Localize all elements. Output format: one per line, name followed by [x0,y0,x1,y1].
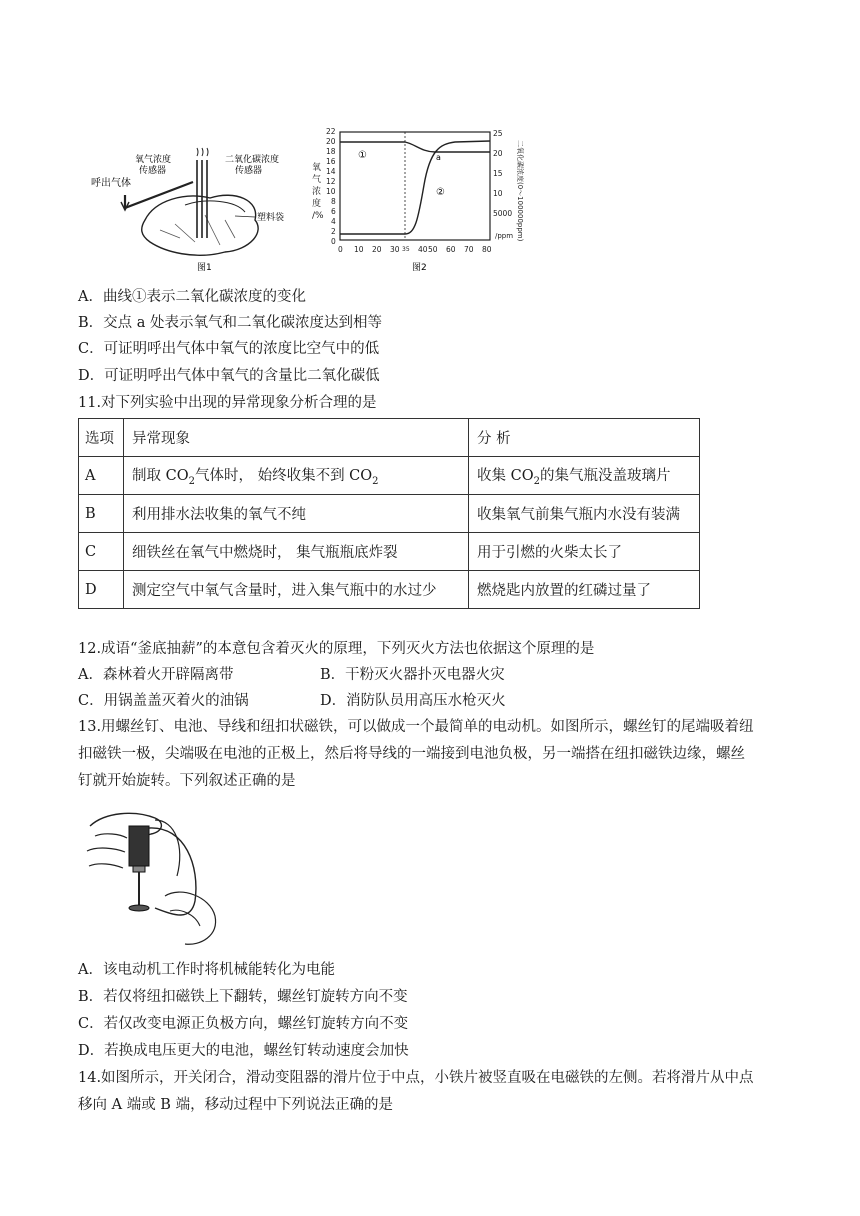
o2-sensor-label-2: 传感器 [139,166,167,176]
svg-text:16: 16 [326,157,336,166]
intersection-label: a [436,153,441,162]
svg-text:2: 2 [331,227,336,236]
row-phenomenon: 细铁丝在氧气中燃烧时， 集气瓶瓶底炸裂 [124,533,469,571]
svg-text:50: 50 [428,245,438,254]
figure-2-caption: 图2 [412,263,427,273]
curve-1-label: ① [358,150,367,161]
q13-option-a: A．该电动机工作时将机械能转化为电能 [78,962,335,978]
bag-label: 塑料袋 [257,213,285,223]
q11-table [78,418,700,609]
table-header-row [79,419,700,457]
figure-2 [312,127,525,273]
table-header-phenomenon: 异常现象 [124,419,469,457]
svg-text:10: 10 [493,189,503,198]
svg-text:70: 70 [464,245,474,254]
svg-text:10: 10 [354,245,364,254]
table-header-analysis: 分 析 [469,419,700,457]
figure-1 [91,148,284,273]
figures-svg [85,120,524,280]
figure-1-caption: 图1 [197,263,212,273]
row-phenomenon: 测定空气中氧气含量时，进入集气瓶中的水过少 [124,571,469,609]
q12-option-d: D．消防队员用高压水枪灭火 [320,693,506,709]
q11-stem: 11.对下列实验中出现的异常现象分析合理的是 [78,395,377,411]
svg-text:30: 30 [390,245,400,254]
q10-option-b: B．交点 a 处表示氧气和二氧化碳浓度达到相等 [78,315,383,331]
svg-text:0: 0 [331,237,336,246]
table-row [79,533,700,571]
svg-text:40: 40 [418,245,428,254]
q10-option-c: C．可证明呼出气体中氧气的浓度比空气中的低 [78,341,380,357]
table-row [79,571,700,609]
y-right-label: 二氧化碳浓度(0～100000ppm) [516,140,524,242]
row-phenomenon: 制取 $CO_2$气体时， 始终收集不到 $CO_2$ [124,457,469,495]
row-phenomenon: 利用排水法收集的氧气不纯 [124,495,469,533]
svg-text:80: 80 [482,245,492,254]
q10-figures [85,120,524,280]
table-row [79,457,700,495]
svg-text:60: 60 [446,245,456,254]
y-right-unit: /ppm [495,232,514,240]
row-analysis: 收集氧气前集气瓶内水没有装满 [469,495,700,533]
row-analysis: 用于引燃的火柴太长了 [469,533,700,571]
svg-text:20: 20 [493,149,503,158]
svg-text:8: 8 [331,197,336,206]
svg-text:35: 35 [402,246,410,253]
table-header-option: 选项 [79,419,124,457]
q14-line-1: 14.如图所示，开关闭合，滑动变阻器的滑片位于中点，小铁片被竖直吸在电磁铁的左侧。若将滑片从中点 [78,1070,754,1086]
svg-text:浓: 浓 [312,187,322,197]
q13-line-1: 13.用螺丝钉、电池、导线和纽扣状磁铁，可以做成一个最简单的电动机。如图所示，螺丝钉的尾端吸着纽 [78,719,754,735]
svg-text:5000: 5000 [493,209,513,218]
row-analysis: 燃烧匙内放置的红磷过量了 [469,571,700,609]
co2-sensor-label: 二氧化碳浓度 [225,155,280,165]
q13-option-c: C．若仅改变电源正负极方向，螺丝钉旋转方向不变 [78,1016,409,1032]
q13-option-d: D．若换成电压更大的电池，螺丝钉转动速度会加快 [78,1043,409,1059]
svg-text:22: 22 [326,127,336,136]
q13-line-3: 钉就开始旋转。下列叙述正确的是 [78,773,296,789]
svg-text:/%: /% [312,211,324,221]
motor-illustration [85,806,225,956]
svg-text:20: 20 [326,137,336,146]
q10-option-a: A．曲线①表示二氧化碳浓度的变化 [78,289,306,305]
svg-text:0: 0 [338,245,343,254]
q14-line-2: 移向 A 端或 B 端，移动过程中下列说法正确的是 [78,1097,394,1113]
row-option: A [79,457,124,495]
row-option: B [79,495,124,533]
svg-text:18: 18 [326,147,336,156]
row-option: C [79,533,124,571]
q13-option-b: B．若仅将纽扣磁铁上下翻转，螺丝钉旋转方向不变 [78,989,408,1005]
o2-sensor-label: 氧气浓度 [135,155,172,165]
motor-svg [85,806,225,956]
svg-text:10: 10 [326,187,336,196]
q12-option-a: A．森林着火开辟隔离带 [78,667,234,683]
svg-text:25: 25 [493,129,503,138]
svg-text:15: 15 [493,169,503,178]
q13-line-2: 扣磁铁一极，尖端吸在电池的正极上，然后将导线的一端接到电池负极，另一端搭在纽扣磁铁边缘，螺丝 [78,746,745,762]
q12-option-b: B．干粉灭火器扑灭电器火灾 [320,667,505,683]
breath-label: 呼出气体 [91,178,131,189]
svg-text:氧: 氧 [312,163,322,173]
svg-text:14: 14 [326,167,336,176]
row-option: D [79,571,124,609]
table-row [79,495,700,533]
row-analysis: 收集 $CO_2$的集气瓶没盖玻璃片 [469,457,700,495]
co2-sensor-label-2: 传感器 [235,166,263,176]
svg-text:气: 气 [312,175,322,185]
q12-stem: 12.成语“釜底抽薪”的本意包含着灭火的原理，下列灭火方法也依据这个原理的是 [78,641,595,657]
svg-text:6: 6 [331,207,336,216]
q10-option-d: D．可证明呼出气体中氧气的含量比二氧化碳低 [78,368,380,384]
curve-2-label: ② [436,187,445,198]
svg-text:度: 度 [312,199,322,209]
svg-text:4: 4 [331,217,336,226]
svg-text:20: 20 [372,245,382,254]
y-left-label [312,161,324,221]
q12-option-c: C．用锅盖盖灭着火的油锅 [78,693,249,709]
svg-text:12: 12 [326,177,336,186]
